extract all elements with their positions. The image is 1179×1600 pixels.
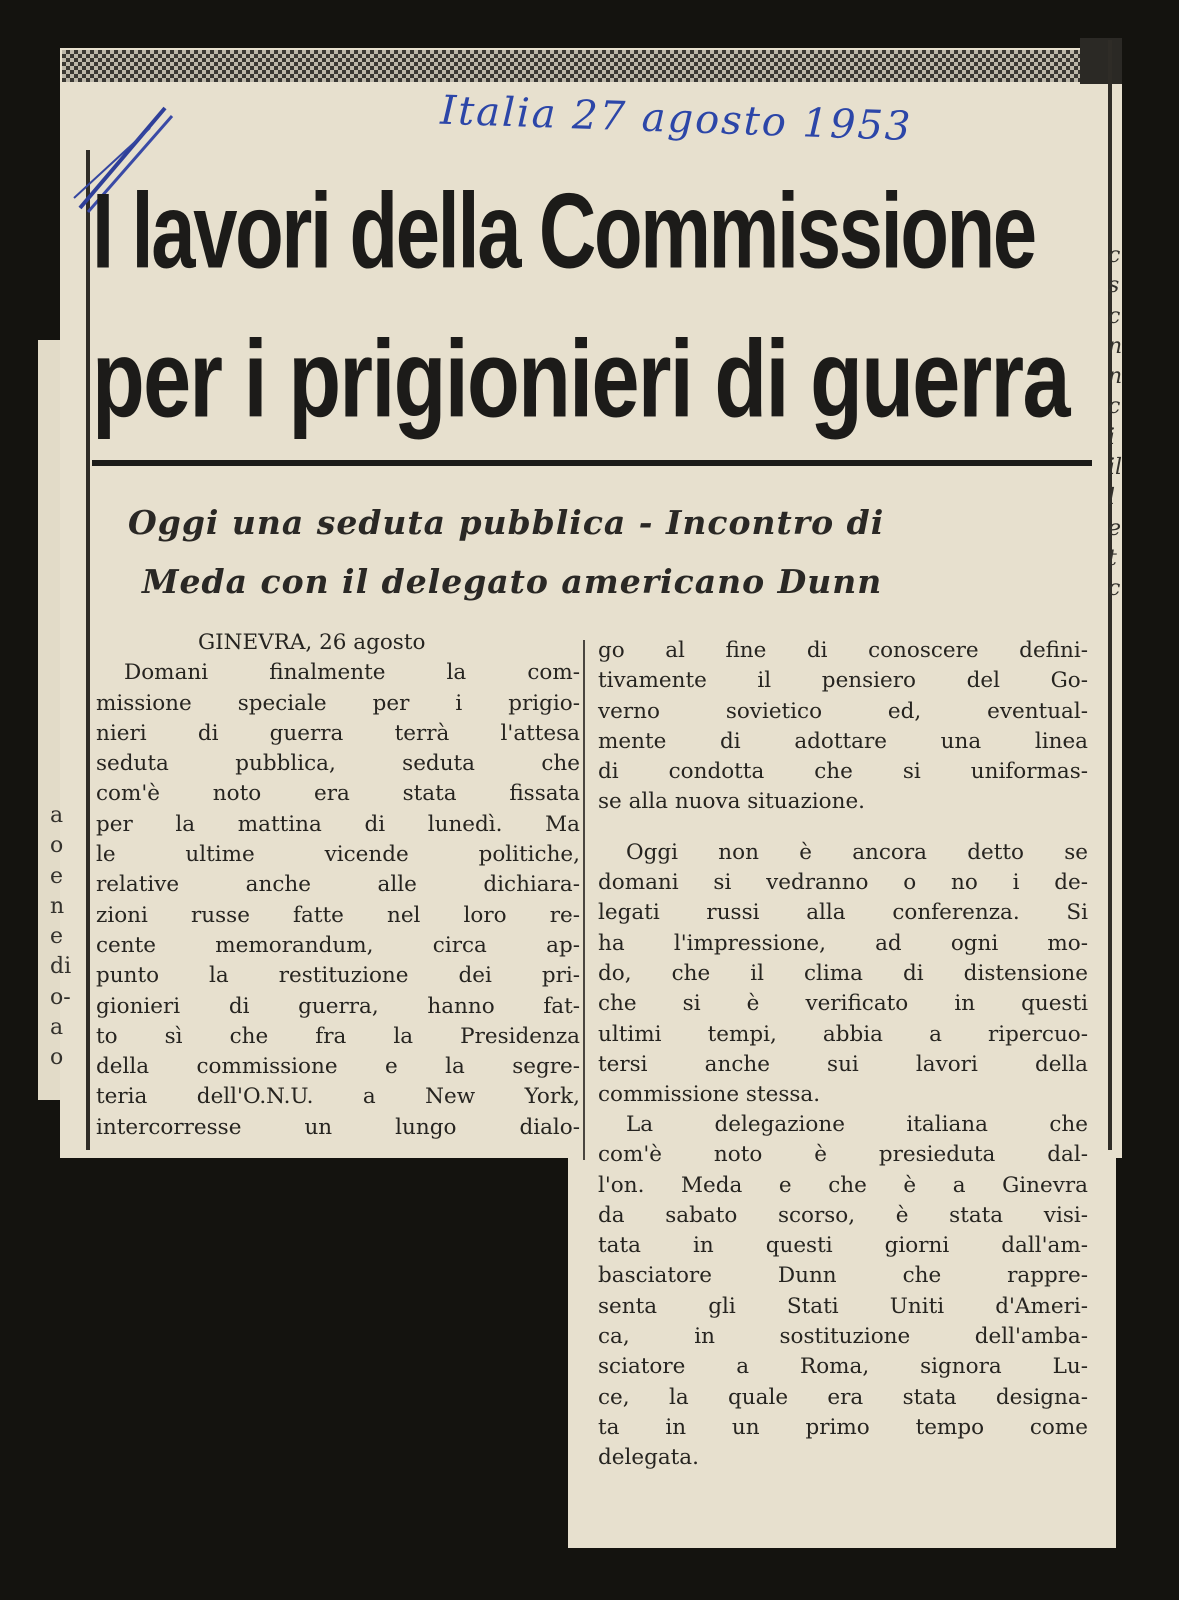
article-line: teria dell'O.N.U. a New York, <box>96 1084 580 1110</box>
article-line: com'è noto è presieduta dal- <box>598 1142 1088 1168</box>
article-line: do, che il clima di distensione <box>598 960 1088 986</box>
left-frame-line <box>86 150 90 1150</box>
margin-letter: c <box>1108 243 1121 268</box>
article-line: com'è noto era stata fissata <box>96 781 580 807</box>
article-line: delegata. <box>598 1445 699 1471</box>
margin-letter: s <box>1108 273 1120 299</box>
margin-letter: e <box>50 924 64 950</box>
article-line: basciatore Dunn che rappre- <box>598 1263 1088 1289</box>
article-line: mente di adottare una linea <box>598 728 1088 754</box>
article-line: ca, in sostituzione dell'amba- <box>598 1324 1088 1350</box>
margin-letter: il <box>1108 455 1123 481</box>
article-line: sciatore a Roma, signora Lu- <box>598 1354 1088 1380</box>
margin-letter: c <box>1108 394 1121 420</box>
article-line: go al fine di conoscere defini- <box>598 638 1088 663</box>
margin-letter: n <box>1108 364 1123 390</box>
handwritten-note: Italia 27 agosto 1953 <box>439 87 914 151</box>
article-line: punto la restituzione dei pri- <box>96 963 580 989</box>
margin-letter: o- <box>50 984 71 1010</box>
article-line: legati russi alla conferenza. Si <box>598 900 1088 926</box>
article-dateline: GINEVRA, 26 agosto <box>198 630 426 655</box>
margin-letter: t <box>1108 545 1117 571</box>
article-line: di condotta che si uniformas- <box>598 759 1088 785</box>
subtitle-line-2: Meda con il delegato americano Dunn <box>142 562 883 601</box>
article-line: missione speciale per i prigio- <box>96 690 580 716</box>
article-line: Domani finalmente la com- <box>124 660 580 686</box>
margin-letter: i <box>1108 424 1116 450</box>
article-line: to sì che fra la Presidenza <box>96 1023 580 1049</box>
article-line: nieri di guerra terrà l'attesa <box>96 720 580 746</box>
headline-line-2: per i prigionieri di guerra <box>92 319 1069 441</box>
article-line: ce, la quale era stata designa- <box>598 1384 1088 1410</box>
article-line: tersi anche sui lavori della <box>598 1051 1088 1077</box>
article-line: ta in un primo tempo come <box>598 1414 1088 1440</box>
article-line: che si è verificato in questi <box>598 991 1088 1017</box>
article-line: Oggi non è ancora detto se <box>626 839 1088 865</box>
article-line: domani si vedranno o no i de- <box>598 870 1088 896</box>
margin-letter: e <box>1108 515 1122 541</box>
margin-letter: n <box>1108 333 1123 359</box>
article-line: tivamente il pensiero del Go- <box>598 668 1088 694</box>
margin-letter: l <box>1108 485 1116 511</box>
article-line: per la mattina di lunedì. Ma <box>96 811 580 837</box>
margin-letter: a <box>50 803 64 828</box>
article-line: da sabato scorso, è stata visi- <box>598 1202 1088 1228</box>
article-column-right-upper <box>598 636 1088 1110</box>
article-line: La delegazione italiana che <box>626 1112 1088 1137</box>
checkered-border-strip <box>62 50 1102 82</box>
article-line: l'on. Meda e che è a Ginevra <box>598 1172 1088 1198</box>
article-column-right-lower <box>598 1110 1088 1474</box>
article-line: zioni russe fatte nel loro re- <box>96 902 580 928</box>
article-line: cente memorandum, circa ap- <box>96 932 580 958</box>
article-line: intercorresse un lungo dialo- <box>96 1114 580 1140</box>
article-line: tata in questi giorni dall'am- <box>598 1233 1088 1259</box>
margin-letter: e <box>50 863 64 889</box>
article-line: commissione stessa. <box>598 1082 821 1108</box>
margin-fragment-left <box>50 800 70 1073</box>
margin-letter: a <box>50 1015 64 1041</box>
margin-letter: c <box>1108 576 1121 602</box>
margin-letter: o <box>50 1045 64 1071</box>
article-line: le ultime vicende politiche, <box>96 842 580 868</box>
article-line: ha l'impressione, ad ogni mo- <box>598 930 1088 956</box>
headline-rule <box>92 460 1092 466</box>
margin-letter: di <box>50 954 72 980</box>
article-line: verno sovietico ed, eventual- <box>598 698 1088 724</box>
article-line: relative anche alle dichiara- <box>96 872 580 898</box>
margin-fragment-right <box>1108 240 1128 604</box>
article-line: senta gli Stati Uniti d'Ameri- <box>598 1293 1088 1319</box>
border-corner <box>1080 38 1122 84</box>
article-line: gionieri di guerra, hanno fat- <box>96 993 580 1019</box>
margin-letter: o <box>50 833 64 859</box>
article-line: della commissione e la segre- <box>96 1054 580 1080</box>
margin-letter: n <box>50 893 65 919</box>
headline-line-1: I lavori della Commissione <box>92 171 1035 291</box>
article-column-left <box>96 628 580 1143</box>
column-divider <box>583 640 585 1160</box>
article-line: seduta pubblica, seduta che <box>96 751 580 777</box>
subtitle-line-1: Oggi una seduta pubblica - Incontro di <box>128 503 885 542</box>
article-line: se alla nuova situazione. <box>598 789 866 815</box>
margin-letter: c <box>1108 303 1121 329</box>
article-line: ultimi tempi, abbia a ripercuo- <box>598 1021 1088 1047</box>
